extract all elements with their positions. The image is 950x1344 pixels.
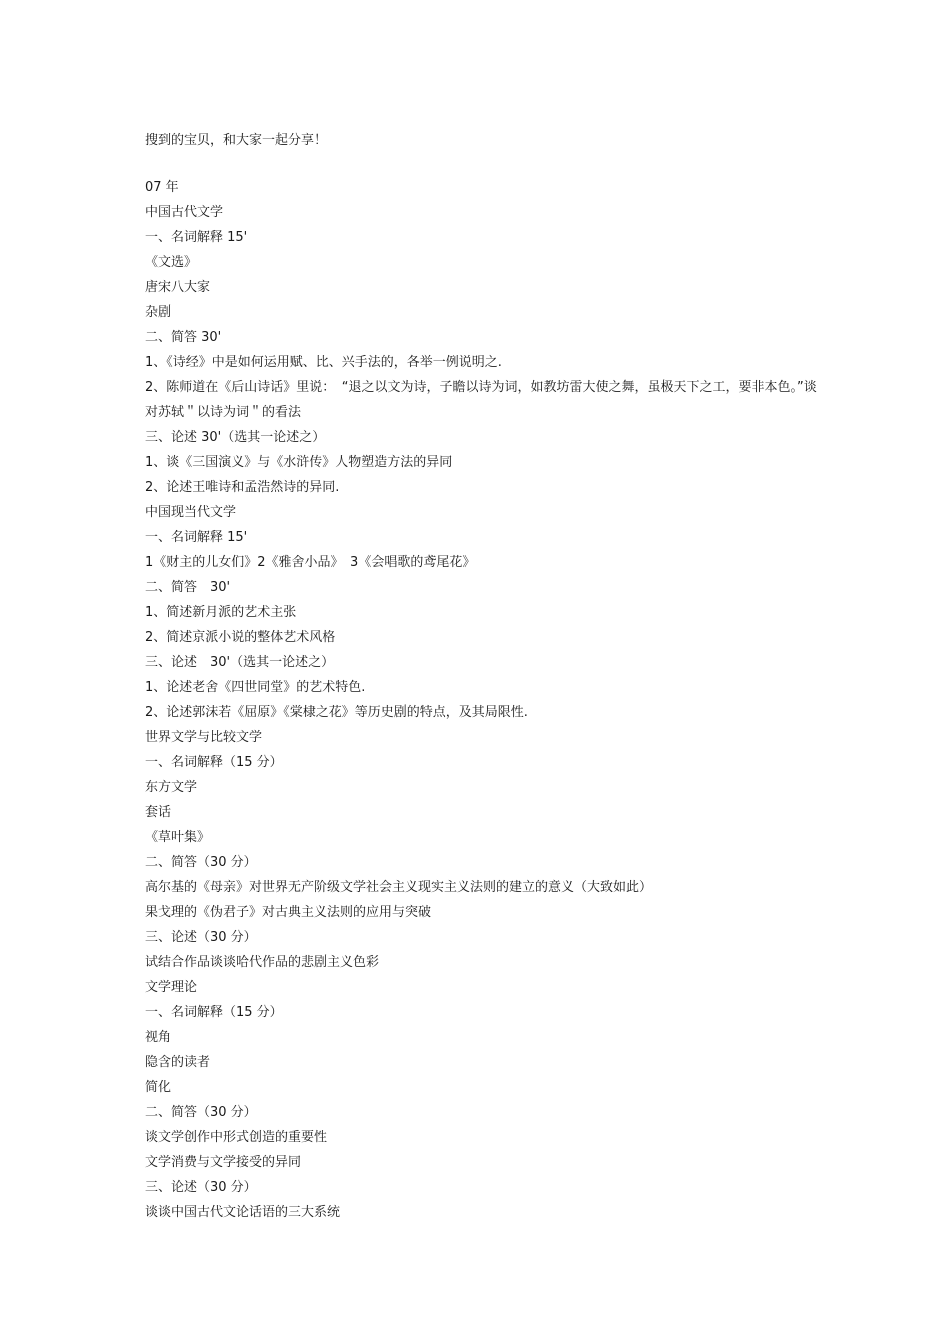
text-line: 三、论述 30'（选其一论述之） bbox=[145, 430, 326, 445]
text-line: 一、名词解释 15' bbox=[145, 230, 248, 245]
text-line: 1、简述新月派的艺术主张 bbox=[145, 605, 297, 620]
text-line: 《草叶集》 bbox=[145, 830, 211, 845]
text-line: 套话 bbox=[145, 805, 172, 820]
text-line: 视角 bbox=[145, 1030, 172, 1045]
text-line: 东方文学 bbox=[145, 780, 198, 795]
text-line: 简化 bbox=[145, 1080, 172, 1095]
text-line: 试结合作品谈谈哈代作品的悲剧主义色彩 bbox=[145, 955, 380, 970]
text-line: 一、名词解释（15 分） bbox=[145, 755, 283, 770]
exam-content bbox=[145, 200, 825, 1225]
spacer bbox=[145, 153, 825, 175]
text-line: 杂剧 bbox=[145, 305, 172, 320]
text-line: 1《财主的儿女们》2《雅舍小品》 3《会唱歌的鸢尾花》 bbox=[145, 555, 476, 570]
text-line: 2、论述王唯诗和孟浩然诗的异同. bbox=[145, 480, 340, 495]
text-line: 果戈理的《伪君子》对古典主义法则的应用与突破 bbox=[145, 905, 432, 920]
year-heading: 07 年 bbox=[145, 180, 179, 195]
text-line: 中国现当代文学 bbox=[145, 505, 237, 520]
text-line: 二、简答 30' bbox=[145, 330, 222, 345]
text-line: 文学理论 bbox=[145, 980, 198, 995]
text-line: 文学消费与文学接受的异同 bbox=[145, 1155, 302, 1170]
text-line: 高尔基的《母亲》对世界无产阶级文学社会主义现实主义法则的建立的意义（大致如此） bbox=[145, 880, 653, 895]
text-line: 谈文学创作中形式创造的重要性 bbox=[145, 1130, 328, 1145]
text-line: 二、简答（30 分） bbox=[145, 1105, 257, 1120]
intro-line: 搜到的宝贝，和大家一起分享！ bbox=[145, 133, 328, 148]
text-line: 三、论述（30 分） bbox=[145, 930, 257, 945]
text-line: 一、名词解释 15' bbox=[145, 530, 248, 545]
text-line: 1、论述老舍《四世同堂》的艺术特色. bbox=[145, 680, 366, 695]
text-line: 三、论述 30'（选其一论述之） bbox=[145, 655, 335, 670]
text-line: 《文选》 bbox=[145, 255, 198, 270]
text-line: 一、名词解释（15 分） bbox=[145, 1005, 283, 1020]
text-line: 唐宋八大家 bbox=[145, 280, 211, 295]
document-body bbox=[145, 128, 825, 1225]
text-line: 1、谈《三国演义》与《水浒传》人物塑造方法的异同 bbox=[145, 455, 453, 470]
text-line: 谈谈中国古代文论话语的三大系统 bbox=[145, 1205, 341, 1220]
text-line: 三、论述（30 分） bbox=[145, 1180, 257, 1195]
text-line: 世界文学与比较文学 bbox=[145, 730, 263, 745]
text-line: 2、陈师道在《后山诗话》里说： “退之以文为诗，子瞻以诗为词，如教坊雷大使之舞，虽极天下之工，要非本色。”谈对苏轼＂以诗为词＂的看法 bbox=[145, 380, 817, 420]
text-line: 隐含的读者 bbox=[145, 1055, 211, 1070]
text-line: 中国古代文学 bbox=[145, 205, 224, 220]
text-line: 二、简答（30 分） bbox=[145, 855, 257, 870]
text-line: 二、简答 30' bbox=[145, 580, 231, 595]
text-line: 2、论述郭沫若《屈原》《棠棣之花》等历史剧的特点，及其局限性. bbox=[145, 705, 528, 720]
text-line: 1、《诗经》中是如何运用赋、比、兴手法的，各举一例说明之. bbox=[145, 355, 502, 370]
text-line: 2、简述京派小说的整体艺术风格 bbox=[145, 630, 336, 645]
